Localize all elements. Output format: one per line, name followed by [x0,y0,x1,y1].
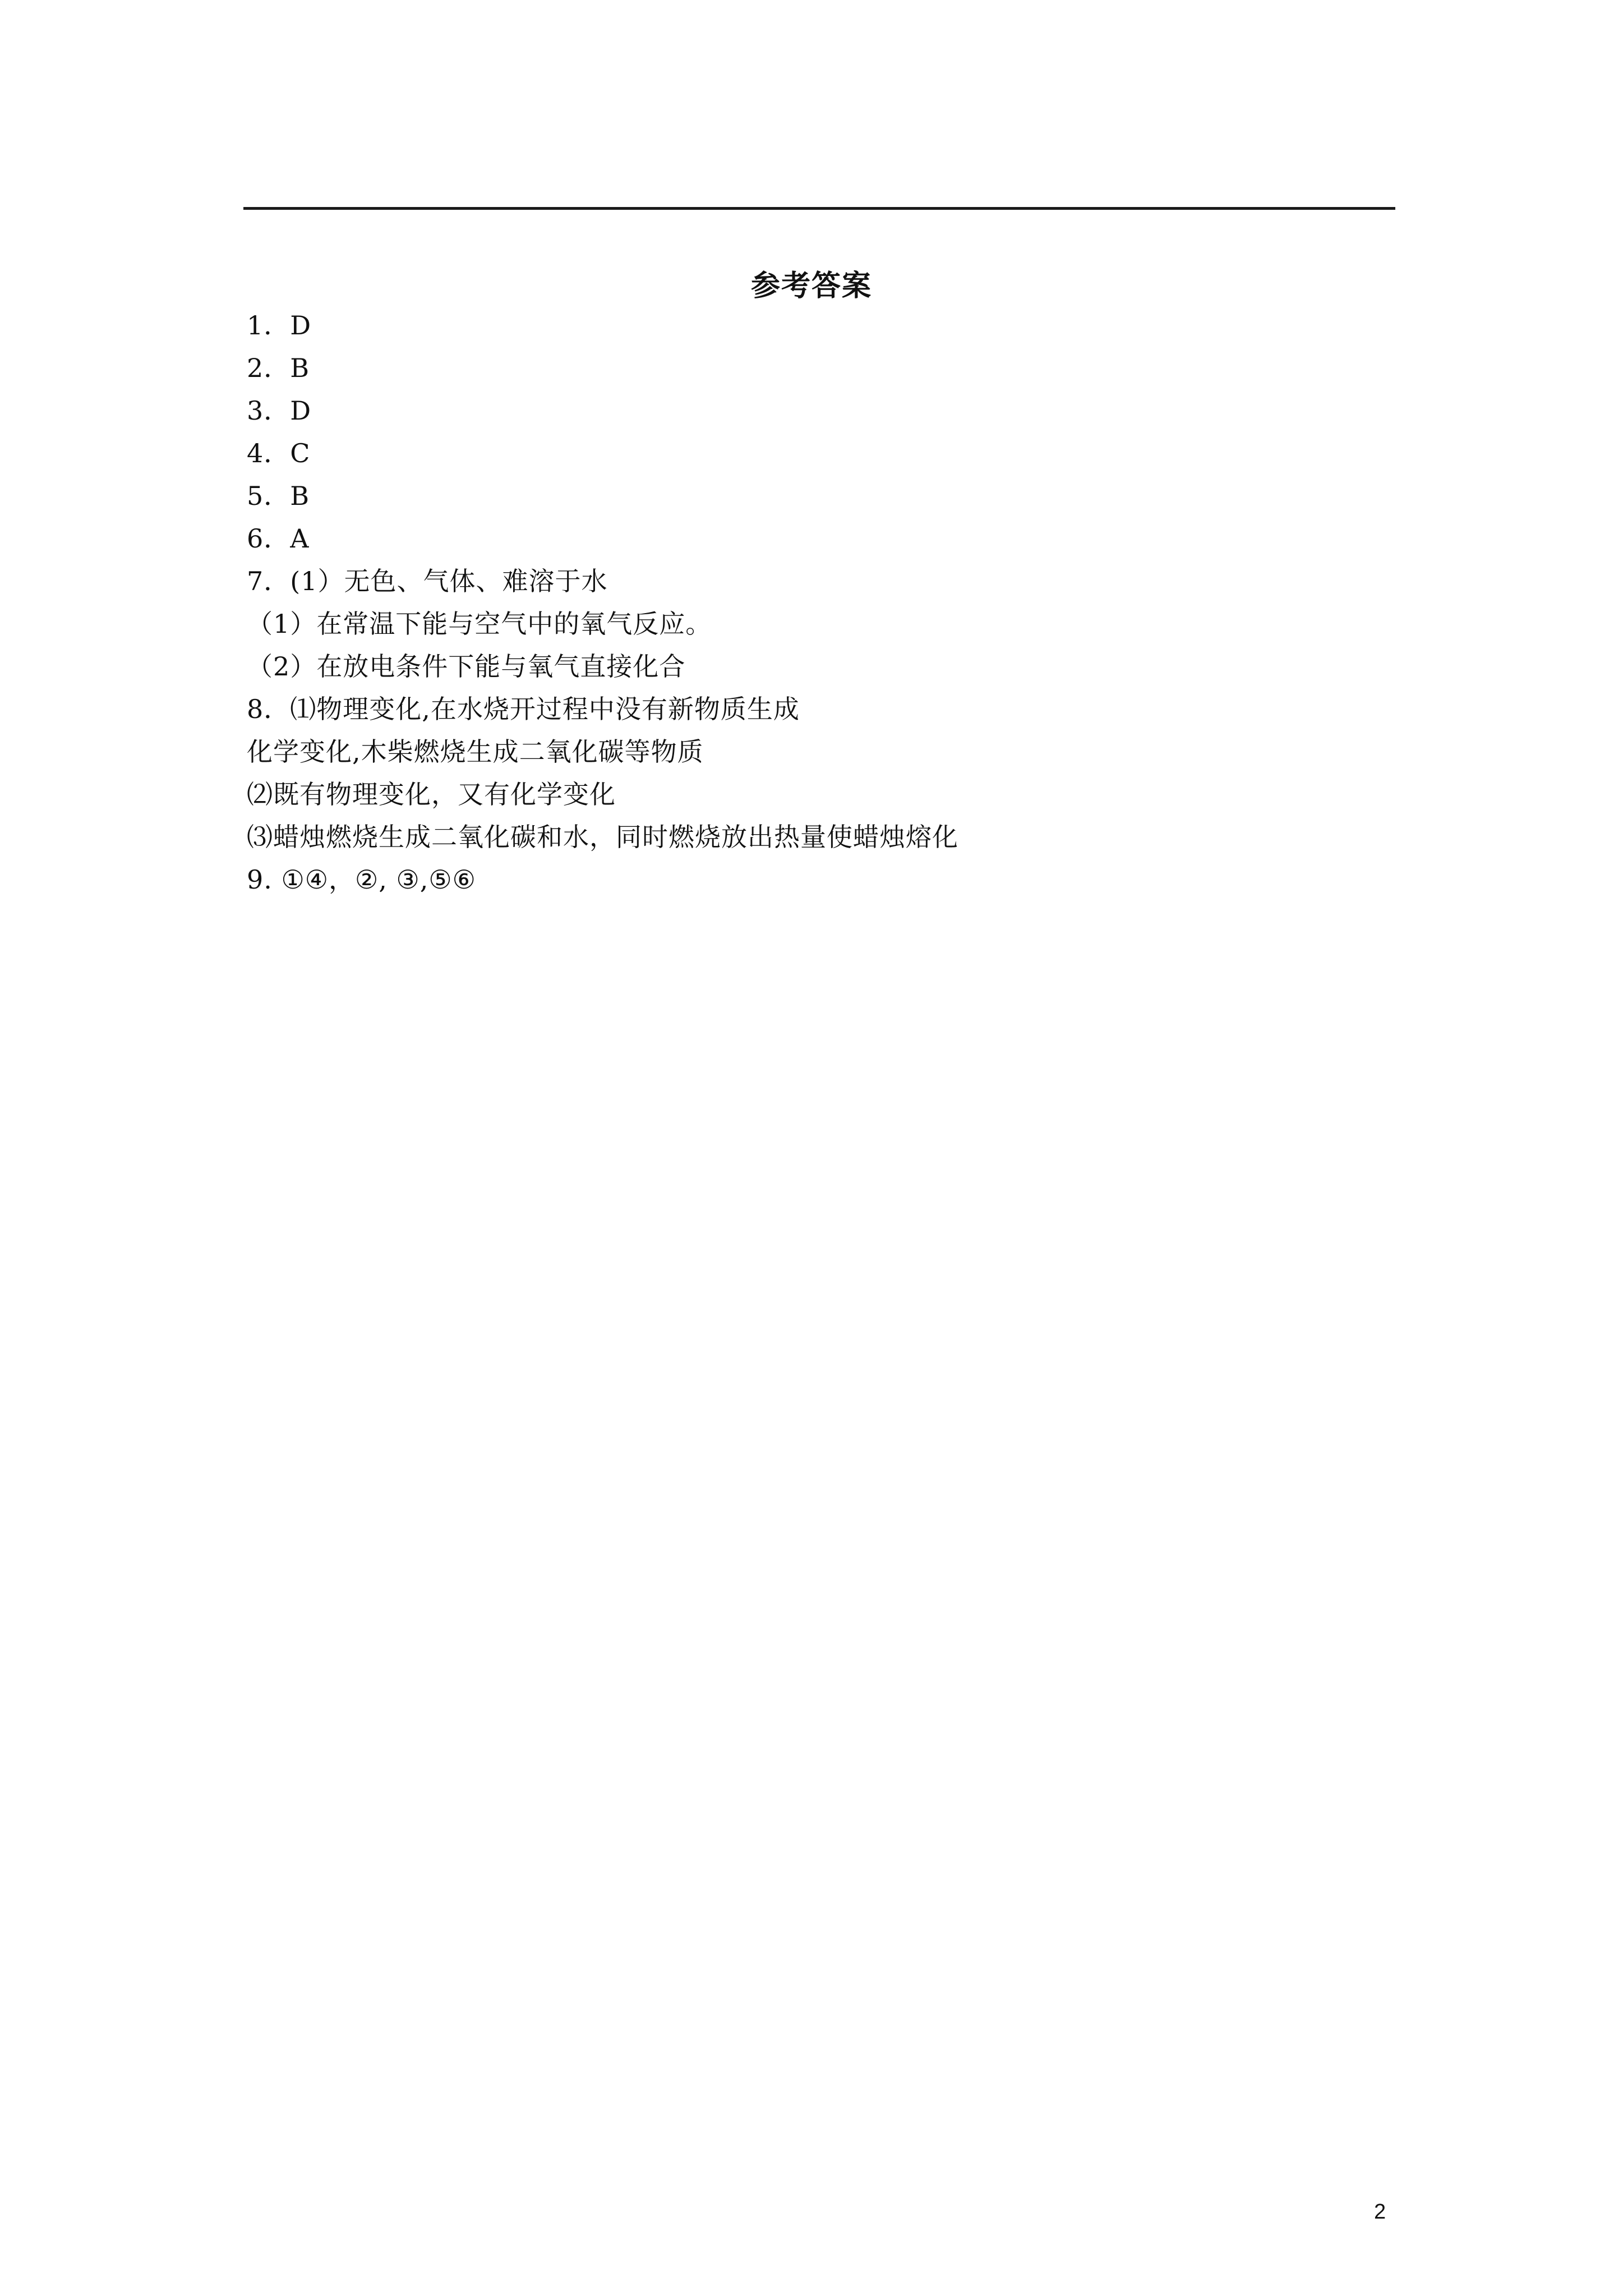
answer-line-8-cont: 化学变化,木柴燃烧生成二氧化碳等物质 [247,737,704,767]
answer-line-7-part-2: （2）在放电条件下能与氧气直接化合 [247,651,686,682]
answer-line-2: 2．B [247,353,310,383]
answer-line-7: 7．(1）无色、气体、难溶于水 [247,566,608,596]
page-title: 参考答案 [750,269,872,303]
answer-line-5: 5．B [247,481,310,511]
answer-line-4: 4．C [247,438,311,468]
answer-line-3: 3．D [247,395,312,426]
header-rule [243,207,1395,210]
answer-line-8: 8．⑴物理变化,在水烧开过程中没有新物质生成 [247,694,800,724]
answer-line-7-part-1: （1）在常温下能与空气中的氧气反应。 [247,609,712,639]
answer-line-9: 9. ①④，②, ③,⑤⑥ [247,864,476,895]
answer-line-6: 6．A [247,523,310,554]
page-number: 2 [1374,2200,1386,2224]
answer-line-8-part-3: ⑶蜡烛燃烧生成二氧化碳和水，同时燃烧放出热量使蜡烛熔化 [247,822,958,852]
answer-line-8-part-2: ⑵既有物理变化，又有化学变化 [247,779,616,809]
answer-line-1: 1．D [247,310,312,341]
